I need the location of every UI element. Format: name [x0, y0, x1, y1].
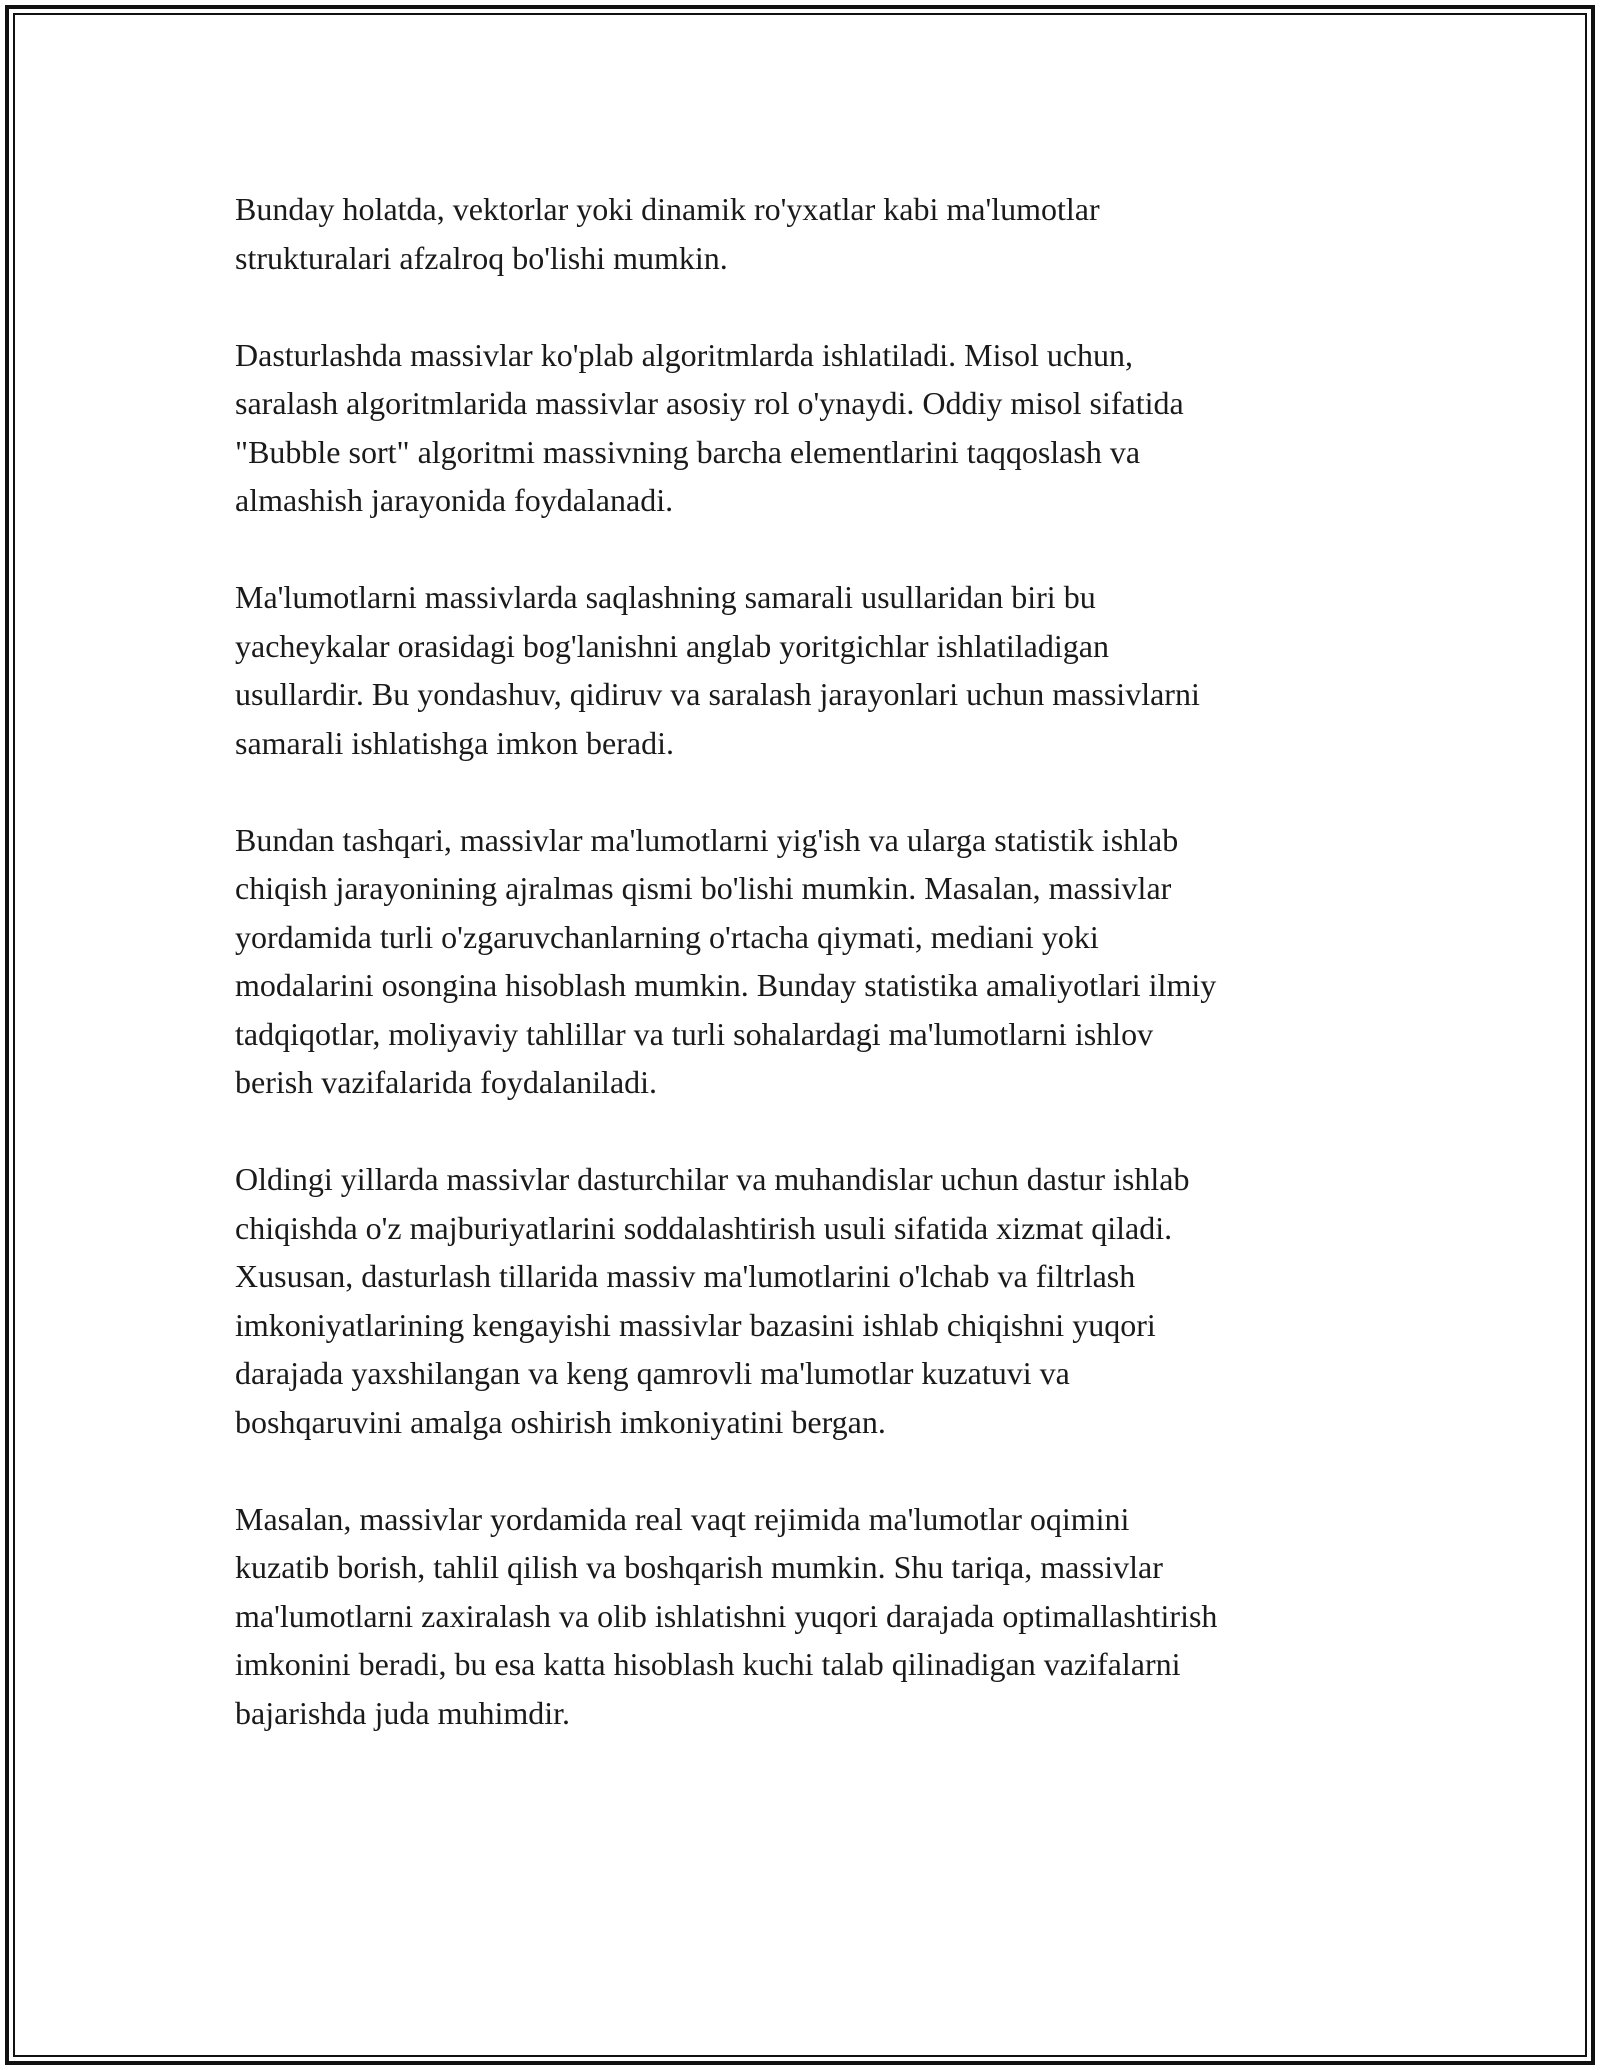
text-line: tadqiqotlar, moliyaviy tahlillar va turli sohalardagi ma'lumotlarni ishlov — [235, 1015, 1154, 1052]
paragraph-3 — [235, 573, 1375, 767]
text-line: almashish jarayonida foydalanadi. — [235, 482, 674, 518]
text-line: usullardir. Bu yondashuv, qidiruv va saralash jarayonlari uchun massivlarni — [235, 676, 1200, 712]
text-line: Bundan tashqari, massivlar ma'lumotlarni yig'ish va ularga statistik ishlab — [235, 821, 1179, 858]
text-line: Dasturlashda massivlar ko'plab algoritmlarda ishlatiladi. Misol uchun, — [235, 336, 1134, 373]
text-line: Oldingi yillarda massivlar dasturchilar va muhandislar uchun dastur ishlab — [235, 1161, 1190, 1197]
paragraph-1 — [235, 185, 1375, 282]
text-line: Xususan, dasturlash tillarida massiv ma'lumotlarini o'lchab va filtrlash — [235, 1258, 1136, 1294]
text-line: imkoniyatlarining kengayishi massivlar bazasini ishlab chiqishni yuqori — [235, 1306, 1156, 1343]
text-line: kuzatib borish, tahlil qilish va boshqarish mumkin. Shu tariqa, massivlar — [235, 1549, 1163, 1585]
text-line: chiqishda o'z majburiyatlarini soddalashtirish usuli sifatida xizmat qiladi. — [235, 1209, 1173, 1246]
text-line: boshqaruvini amalga oshirish imkoniyatini bergan. — [235, 1403, 886, 1440]
text-line: saralash algoritmlarida massivlar asosiy rol o'ynaydi. Oddiy misol sifatida — [235, 385, 1184, 421]
text-line: bajarishda juda muhimdir. — [235, 1694, 571, 1731]
text-line: yordamida turli o'zgaruvchanlarning o'rtacha qiymati, mediani yoki — [235, 918, 1099, 955]
text-line: chiqish jarayonining ajralmas qismi bo'lishi mumkin. Masalan, massivlar — [235, 870, 1172, 906]
text-line: imkonini beradi, bu esa katta hisoblash kuchi talab qilinadigan vazifalarni — [235, 1646, 1181, 1682]
paragraph-6 — [235, 1495, 1375, 1738]
text-line: Bunday holatda, vektorlar yoki dinamik ro'yxatlar kabi ma'lumotlar — [235, 191, 1100, 227]
text-line: "Bubble sort" algoritmi massivning barcha elementlarini taqqoslash va — [235, 433, 1141, 470]
text-line: ma'lumotlarni zaxiralash va olib ishlatishni yuqori darajada optimallashtirish — [235, 1597, 1218, 1634]
text-line: Masalan, massivlar yordamida real vaqt rejimida ma'lumotlar oqimini — [235, 1500, 1130, 1537]
text-line: modalarini osongina hisoblash mumkin. Bunday statistika amaliyotlari ilmiy — [235, 967, 1217, 1003]
paragraph-2 — [235, 331, 1375, 525]
text-line: yacheykalar orasidagi bog'lanishni anglab yoritgichlar ishlatiladigan — [235, 627, 1109, 664]
text-line: Ma'lumotlarni massivlarda saqlashning samarali usullaridan biri bu — [235, 579, 1096, 615]
text-line: samarali ishlatishga imkon beradi. — [235, 724, 674, 761]
document-body — [235, 185, 1375, 1786]
text-line: berish vazifalarida foydalaniladi. — [235, 1064, 658, 1100]
text-line: darajada yaxshilangan va keng qamrovli ma'lumotlar kuzatuvi va — [235, 1355, 1070, 1391]
paragraph-4 — [235, 816, 1375, 1107]
paragraph-5 — [235, 1155, 1375, 1446]
text-line: strukturalari afzalroq bo'lishi mumkin. — [235, 239, 728, 276]
